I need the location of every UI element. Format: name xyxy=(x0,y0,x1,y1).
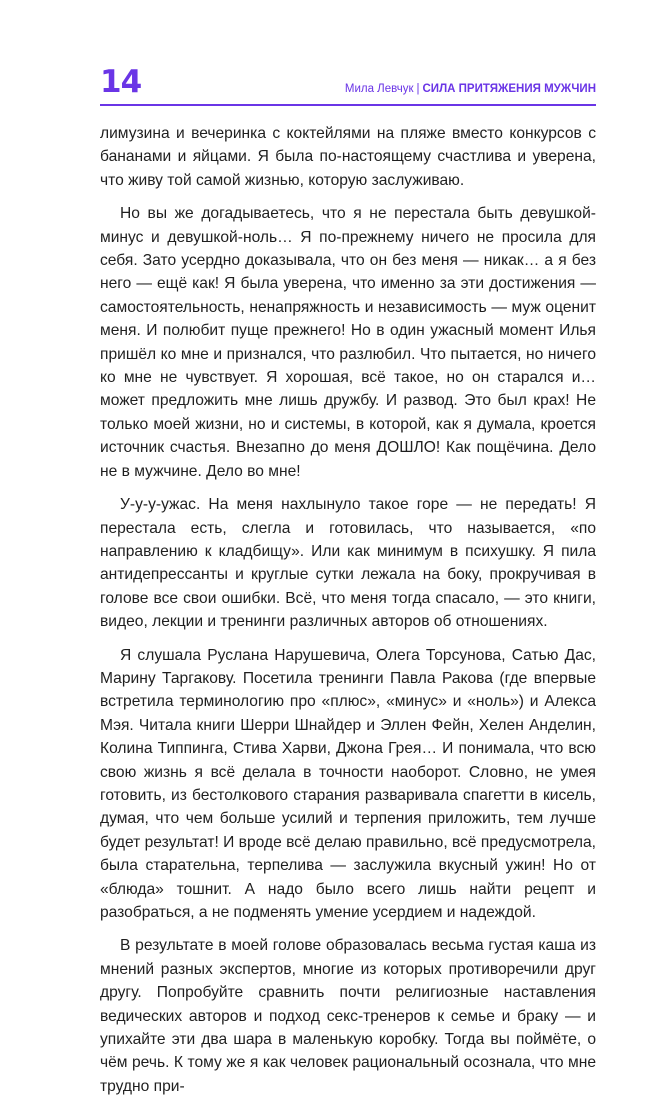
book-title: СИЛА ПРИТЯЖЕНИЯ МУЖЧИН xyxy=(422,83,596,95)
header-separator: | xyxy=(416,83,420,95)
body-text xyxy=(100,122,596,1108)
running-head xyxy=(345,82,596,96)
paragraph: Но вы же догадываетесь, что я не перестала быть девушкой-минус и девушкой-ноль… Я по-прежнему ничего не просила для себя. Зато усердно доказывала, что он без меня — никак… а я без него — ещё как! Я была уверена, что именно за эти достижения — самостоятельность, ненапряжность и независимость — муж оценит меня. И полюбит пуще прежнего! Но в один ужасный момент Илья пришёл ко мне и признался, что разлюбил. Что пытается, но ничего ко мне не чувствует. Я хорошая, всё такое, но он старался и… может предложить мне лишь дружбу. И развод. Это был крах! Не только моей жизни, но и системы, в которой, как я думала, кроется источник счастья. Внезапно до меня ДОШЛО! Как пощёчина. Дело не в мужчине. Дело во мне! xyxy=(100,205,596,480)
paragraph: В результате в моей голове образовалась весьма густая каша из мнений разных экспертов, многие из которых противоречили друг другу. Попробуйте сравнить почти религиозные наставления ведических авторов и подход секс-тренеров к семье и браку — и упихайте эти два шара в маленькую коробку. Тогда вы поймёте, о чём речь. К тому же я как человек рациональный осознала, что мне трудно при- xyxy=(100,937,596,1095)
author-name: Мила Левчук xyxy=(344,83,414,95)
paragraph: лимузина и вечеринка с коктейлями на пляже вместо конкурсов с бананами и яйцами. Я была по-настоящему счастлива и уверена, что живу той самой жизнью, которую заслуживаю. xyxy=(100,125,596,189)
page-header xyxy=(100,62,596,102)
header-rule xyxy=(100,104,596,106)
paragraph: Я слушала Руслана Нарушевича, Олега Торсунова, Сатью Дас, Марину Таргакову. Посетила тренинги Павла Ракова (где впервые встретила терминологию про «плюс», «минус» и «ноль») и Алекса Мэя. Читала книги Шерри Шнайдер и Эллен Фейн, Хелен Анделин, Колина Типпинга, Стива Харви, Джона Грея… И понимала, что всю свою жизнь я всё делала в точности наоборот. Словно, не умея готовить, из бестолкового старания разваривала спагетти в кисель, думая, что чем больше усилий и терпения приложить, тем лучше будет результат! И вроде всё делаю правильно, всё предусмотрела, была старательна, терпелива — заслужила вкусный ужин! Но от «блюда» тошнит. А надо было всего лишь найти рецепт и разобраться, а не подменять умение усердием и надеждой. xyxy=(100,646,596,921)
paragraph: У-у-у-ужас. На меня нахлынуло такое горе — не передать! Я перестала есть, слегла и готовилась, что называется, «по направлению к кладбищу». Или как минимум в психушку. Я пила антидепрессанты и круглые сутки лежала на боку, прокручивая в голове все свои ошибки. Всё, что меня тогда спасало, — это книги, видео, лекции и тренинги различных авторов об отношениях. xyxy=(100,496,596,631)
page-number: 14 xyxy=(100,64,142,100)
